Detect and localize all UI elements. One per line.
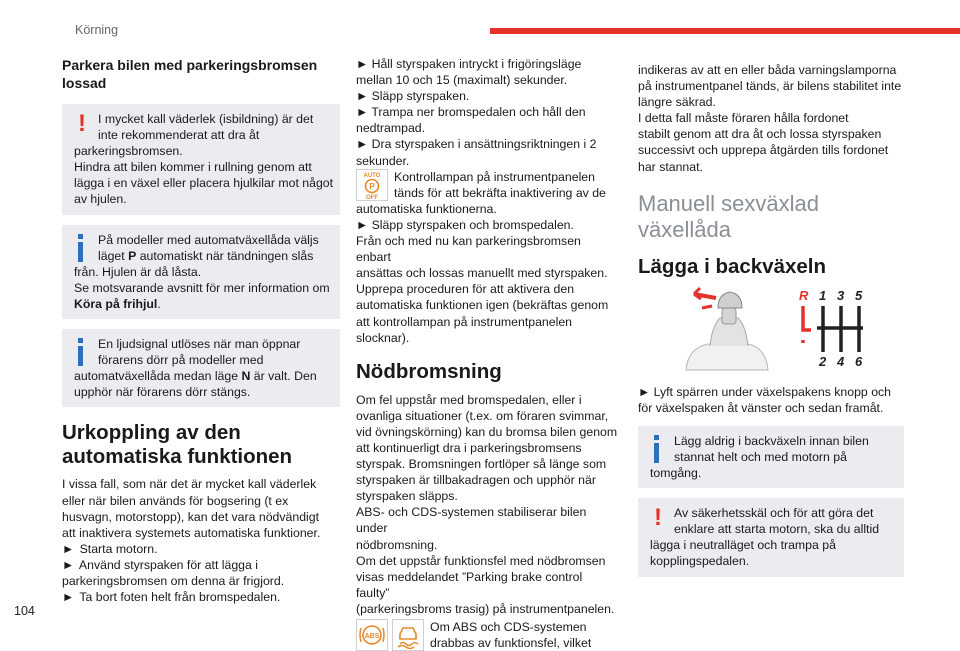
- info-icon: [74, 336, 90, 366]
- info-text: upphör när förarens dörr stängs.: [74, 385, 251, 400]
- body-line: Om det uppstår funktionsfel med nödbromsen: [356, 553, 606, 568]
- info-text: förarens dörr på modeller med: [98, 353, 264, 368]
- abs-warning-icon: [356, 619, 388, 651]
- body-line: nedtrampad.: [356, 121, 426, 136]
- body-line: nödbromsning.: [356, 537, 438, 552]
- gear-label-2: 2: [819, 353, 827, 368]
- stability-control-icon: [392, 619, 424, 651]
- section-heading-emergency: Nödbromsning: [356, 359, 502, 383]
- body-line: sekunder.: [356, 153, 410, 168]
- warning-text-rest: inte rekommenderat att dra åt parkeringsbromsen.: [74, 128, 260, 159]
- body-line: ► Släpp styrspaken och bromspedalen.: [356, 217, 574, 232]
- body-line: mellan 10 och 15 (maximalt) sekunder.: [356, 73, 568, 88]
- body-line: att inaktivera systemets automatiska funktioner.: [62, 525, 321, 540]
- column-2: [356, 56, 618, 651]
- info-text: tomgång.: [650, 466, 702, 481]
- info-text: automatiskt när tändningen slås: [136, 248, 314, 263]
- auto-label: AUTO: [363, 172, 381, 179]
- step-line: [62, 541, 340, 557]
- body-line: ovanliga situationer (t.ex. om föraren svimmar,: [356, 408, 609, 423]
- step-line: [62, 589, 340, 605]
- gear-n-label: N: [241, 369, 251, 384]
- off-label: OFF: [366, 194, 378, 201]
- body-line: indikeras av att en eller båda varningslamporna: [638, 63, 897, 77]
- body-line: ► Släpp styrspaken.: [356, 89, 470, 104]
- info-text: automatväxellåda medan läge: [74, 369, 242, 384]
- body-line: drabbas av funktionsfel, vilket: [430, 636, 592, 651]
- body-line: vid övningskörning) kan du bromsa bilen genom: [356, 424, 618, 439]
- gear-pattern-diagram: [793, 288, 873, 368]
- body-line: Om ABS och CDS-systemen: [430, 620, 587, 634]
- body-line: husvagn, motorstopp), kan det vara nödvändigt: [62, 509, 320, 524]
- info-text: stannat helt och med motorn på: [674, 449, 847, 464]
- step-arrow: ►: [62, 590, 75, 605]
- body-line: Kontrollampan på instrumentpanelen: [394, 169, 595, 184]
- step-text: parkeringsbromsen om denna är frigjord.: [62, 573, 285, 588]
- warning-exclamation-icon: !: [654, 504, 662, 532]
- cross-reference: Köra på frihjul: [74, 296, 158, 311]
- body-line: har stannat.: [638, 159, 703, 174]
- reverse-gear-illustration: [638, 286, 904, 376]
- gear-p-label: P: [128, 248, 137, 263]
- step-arrow: ►: [62, 557, 75, 572]
- body-line: eller när bilen används för bogsering (t ex: [62, 493, 289, 508]
- body-line: automatiska funktionerna.: [356, 201, 497, 216]
- section-heading-disengage: Urkoppling av den automatiska funktionen: [62, 421, 293, 469]
- section-heading-manual-gearbox: Manuell sexväxlad växellåda: [638, 190, 819, 242]
- step-text: för växelspaken åt vänster och sedan framåt.: [638, 400, 884, 415]
- body-line: ► Håll styrspaken intryckt i frigöringsläge: [356, 57, 582, 71]
- column-3: [638, 62, 904, 587]
- body-line: Från och med nu kan parkeringsbromsen enbart: [356, 234, 581, 265]
- body-line: automatiska funktionen igen (bekräftas genom: [356, 298, 609, 313]
- info-text: På modeller med automatväxellåda väljs: [98, 232, 319, 247]
- warning-text-2: Hindra att bilen kommer i rullning genom att lägga i en växel eller placera hjulkilar mot något av hjulen.: [74, 160, 334, 207]
- body-line: Om fel uppstår med bromspedalen, eller i: [356, 392, 582, 407]
- gear-label-r: R: [799, 287, 809, 303]
- section-heading-parking: Parkera bilen med parkeringsbromsen lossad: [62, 57, 318, 91]
- info-text: Se motsvarande avsnitt för mer information: [74, 280, 310, 295]
- warning-exclamation-icon: !: [78, 110, 86, 137]
- auto-off-text: [394, 169, 606, 201]
- body-line: I vissa fall, som när det är mycket kall väderlek: [62, 477, 317, 492]
- gear-label-5: 5: [855, 287, 863, 303]
- info-text: från. Hjulen är då låsta.: [74, 264, 202, 279]
- abs-label: ABS: [364, 633, 380, 640]
- body-line: styrspaken är tillbakadragen och upphör när: [356, 473, 596, 488]
- abs-text: [430, 619, 591, 651]
- column-1: [62, 56, 340, 605]
- info-text: .: [157, 296, 161, 311]
- info-box-automatic: [62, 225, 340, 319]
- body-line: slocknar).: [356, 330, 410, 345]
- warning-box-neutral: [638, 498, 904, 576]
- warning-text: enklare att starta motorn, ska du alltid: [674, 522, 880, 537]
- auto-off-row: [356, 169, 618, 201]
- info-text: En ljudsignal utlöses när man öppnar: [98, 337, 301, 352]
- info-box-sound-signal: [62, 329, 340, 407]
- page-number: 104: [14, 604, 35, 618]
- warning-text: lägga i neutralläget och trampa på: [650, 538, 836, 553]
- section-heading-reverse: Lägga i backväxeln: [638, 254, 827, 278]
- body-line: I detta fall måste föraren hålla fordonet: [638, 111, 849, 126]
- p-symbol: P: [369, 181, 375, 191]
- body-line: ansättas och lossas manuellt med styrspaken.: [356, 266, 608, 281]
- body-line: styrspaken släpps.: [356, 489, 458, 504]
- step-text: Ta bort foten helt från bromspedalen.: [79, 590, 281, 605]
- info-text: är valt. Den: [250, 369, 317, 384]
- step-text: Starta motorn.: [79, 541, 158, 556]
- gear-label-6: 6: [855, 353, 863, 368]
- gear-label-1: 1: [819, 287, 827, 303]
- body-line: visas meddelandet ”Parking brake control faulty”: [356, 569, 583, 600]
- body-line: ► Trampa ner bromspedalen och håll den: [356, 105, 586, 120]
- info-icon: [650, 433, 666, 463]
- header-accent-bar: [490, 28, 960, 34]
- body-line: ► Dra styrspaken i ansättningsriktningen i 2: [356, 137, 597, 152]
- info-text: Lägg aldrig i backväxeln innan bilen: [674, 433, 869, 448]
- warning-text-line: I mycket kall väderlek (isbildning) är det: [98, 112, 314, 126]
- body-line: stabilt genom att dra åt och lossa styrspaken: [638, 127, 882, 142]
- info-box-reverse: [638, 426, 904, 488]
- body-paragraph: [62, 476, 340, 605]
- info-icon: [74, 232, 90, 262]
- body-line: ABS- och CDS-systemen stabiliserar bilen under: [356, 505, 587, 536]
- running-header: Körning: [75, 23, 119, 37]
- gear-label-3: 3: [837, 287, 845, 303]
- body-line: Upprepa proceduren för att aktivera den: [356, 282, 575, 297]
- step-line: [62, 557, 340, 573]
- step-text: ► Lyft spärren under växelspakens knopp och: [638, 384, 892, 399]
- gear-label-4: 4: [837, 353, 845, 368]
- body-line: längre säkrad.: [638, 95, 716, 110]
- body-line: tänds för att bekräfta inaktivering av de: [394, 185, 606, 200]
- info-text: läget: [98, 248, 129, 263]
- body-line: att kontrollampan på instrumentpanelen: [356, 314, 573, 329]
- abs-row: [356, 619, 618, 651]
- body-line: successivt och upprepa åtgärden tills fordonet: [638, 143, 889, 158]
- body-line: på instrumentpanel tänds, är bilens stabilitet inte: [638, 79, 902, 94]
- body-line: att kontinuerligt dra i parkeringsbromsens: [356, 440, 582, 455]
- warning-box-cold: [62, 104, 340, 215]
- warning-text: kopplingspedalen.: [650, 554, 750, 569]
- warning-text: Av säkerhetsskäl och för att göra det: [674, 506, 874, 521]
- info-text: om: [312, 280, 330, 295]
- body-line: styrspak. Bromsningen fortlöper så länge som: [356, 457, 607, 472]
- body-line: (parkeringsbroms trasig) på instrumentpanelen.: [356, 601, 615, 616]
- step-text: Använd styrspaken för att lägga i: [78, 557, 259, 572]
- step-arrow: ►: [62, 541, 75, 556]
- auto-off-parking-brake-icon: [356, 169, 388, 201]
